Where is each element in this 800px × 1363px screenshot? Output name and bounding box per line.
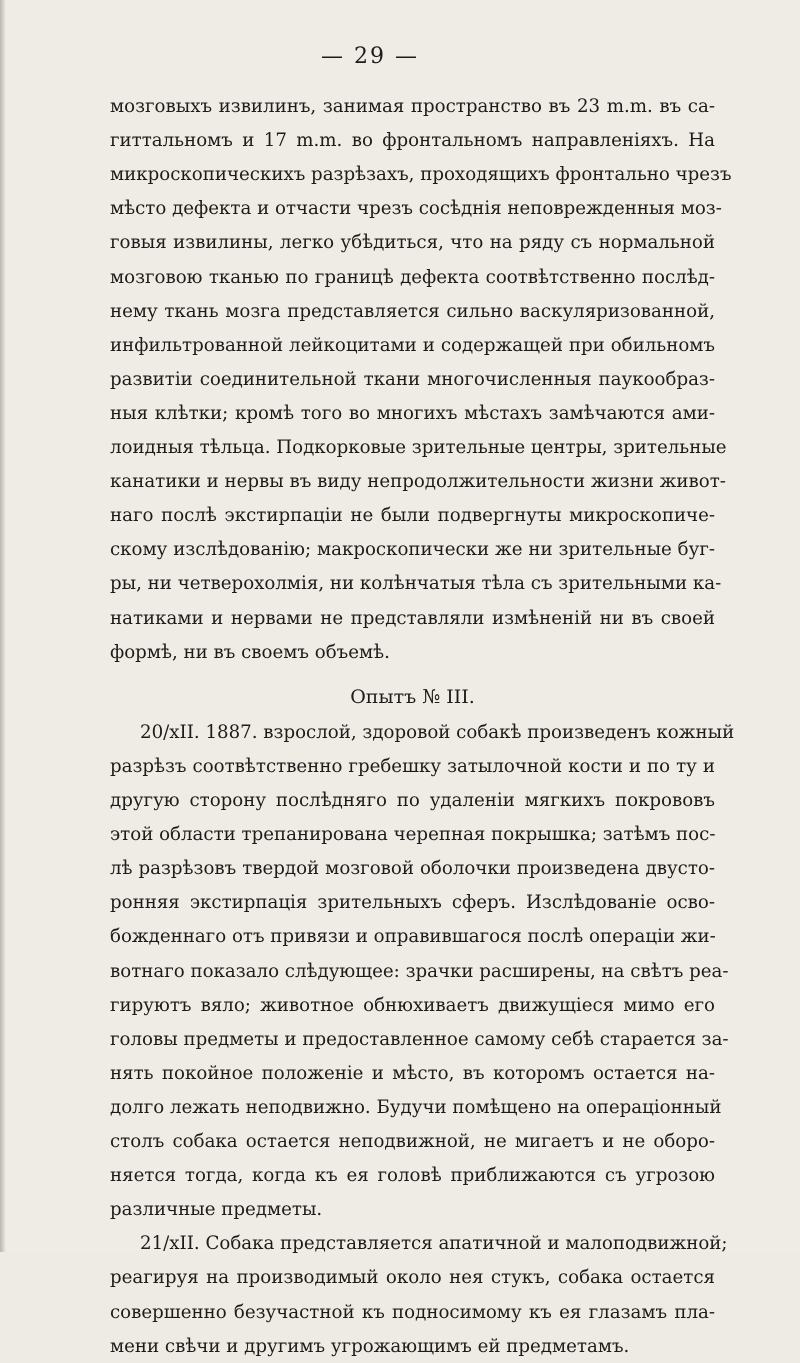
text-line: инфильтрованной лейкоцитами и содержащей при обильномъ <box>110 334 715 356</box>
text-line: совершенно безучастной къ подносимому къ ея глазамъ пла- <box>110 1301 715 1323</box>
text-line: столъ собака остается неподвижной, не мигаетъ и не оборо- <box>110 1131 715 1152</box>
text-line: гируютъ вяло; животное обнюхиваетъ движущіеся мимо его <box>110 994 715 1016</box>
text-line: лоидныя тѣльца. Подкорковые зрительные центры, зрительные <box>110 437 727 458</box>
text-line: разрѣзъ соотвѣтственно гребешку затылочной кости и по ту и <box>110 755 715 777</box>
text-line: 20/xII. 1887. взрослой, здоровой собакѣ произведенъ кожный <box>140 721 735 743</box>
text-line: различные предметы. <box>110 1199 323 1221</box>
text-line: ронняя экстирпація зрительныхъ сферъ. Изслѣдованіе осво- <box>110 892 715 914</box>
text-line: мозговыхъ извилинъ, занимая пространство въ 23 m.m. въ са- <box>110 96 715 117</box>
text-line: гиттальномъ и 17 m.m. во фронтальномъ направленіяхъ. На <box>110 130 715 152</box>
text-line: мѣсто дефекта и отчасти чрезъ сосѣднія неповрежденныя моз- <box>110 198 722 220</box>
text-line: формѣ, ни въ своемъ объемѣ. <box>110 641 390 663</box>
text-line: долго лежать неподвижно. Будучи помѣщено на операціонный <box>110 1096 722 1118</box>
page-number: — 29 — <box>321 44 419 69</box>
text-line: натиками и нервами не представляли измѣненій ни въ своей <box>110 607 715 629</box>
text-line: нять покойное положеніе и мѣсто, въ которомъ остается на- <box>110 1062 715 1084</box>
text-line: наго послѣ экстирпаціи не были подвергнуты микроскопиче- <box>110 505 715 527</box>
text-line: другую сторону послѣдняго по удаленіи мягкихъ покрововъ <box>110 790 715 811</box>
text-line: 21/xII. Собака представляется апатичной и малоподвижной; <box>140 1233 728 1255</box>
text-line: лѣ разрѣзовъ твердой мозговой оболочки произведена двусто- <box>110 858 715 880</box>
text-line: няется тогда, когда къ ея головѣ приближаются съ угрозою <box>110 1165 715 1187</box>
text-line: нему ткань мозга представляется сильно васкуляризованной, <box>110 300 715 322</box>
text-line: ры, ни четверохолмія, ни колѣнчатыя тѣла съ зрительными ка- <box>110 573 722 595</box>
section-heading: Опытъ № III. <box>350 685 475 708</box>
text-line: этой области трепанирована черепная покрышка; затѣмъ пос- <box>110 824 716 846</box>
text-line: развитіи соединительной ткани многочисленныя паукообраз- <box>110 368 715 390</box>
text-line: скому изслѣдованію; макроскопически же ни зрительные буг- <box>110 539 715 561</box>
text-line: говыя извилины, легко убѣдиться, что на ряду съ нормальной <box>110 232 715 254</box>
text-line: головы предметы и предоставленное самому себѣ старается за- <box>110 1028 729 1050</box>
text-line: ныя клѣтки; кромѣ того во многихъ мѣстахъ замѣчаются ами- <box>110 402 715 424</box>
text-line: реагируя на производимый около нея стукъ, собака остается <box>110 1267 715 1289</box>
text-line: канатики и нервы въ виду непродолжительности жизни живот- <box>110 471 726 493</box>
text-line: мозговою тканью по границѣ дефекта соотвѣтственно послѣд- <box>110 266 715 288</box>
text-line: микроскопическихъ разрѣзахъ, проходящихъ фронтально чрезъ <box>110 164 732 186</box>
text-line: мени свѣчи и другимъ угрожающимъ ей предметамъ. <box>110 1335 630 1357</box>
text-line: божденнаго отъ привязи и оправившагося послѣ операціи жи- <box>110 926 716 948</box>
text-line: вотнаго показало слѣдующее: зрачки расширены, на свѣтъ реа- <box>110 960 729 982</box>
